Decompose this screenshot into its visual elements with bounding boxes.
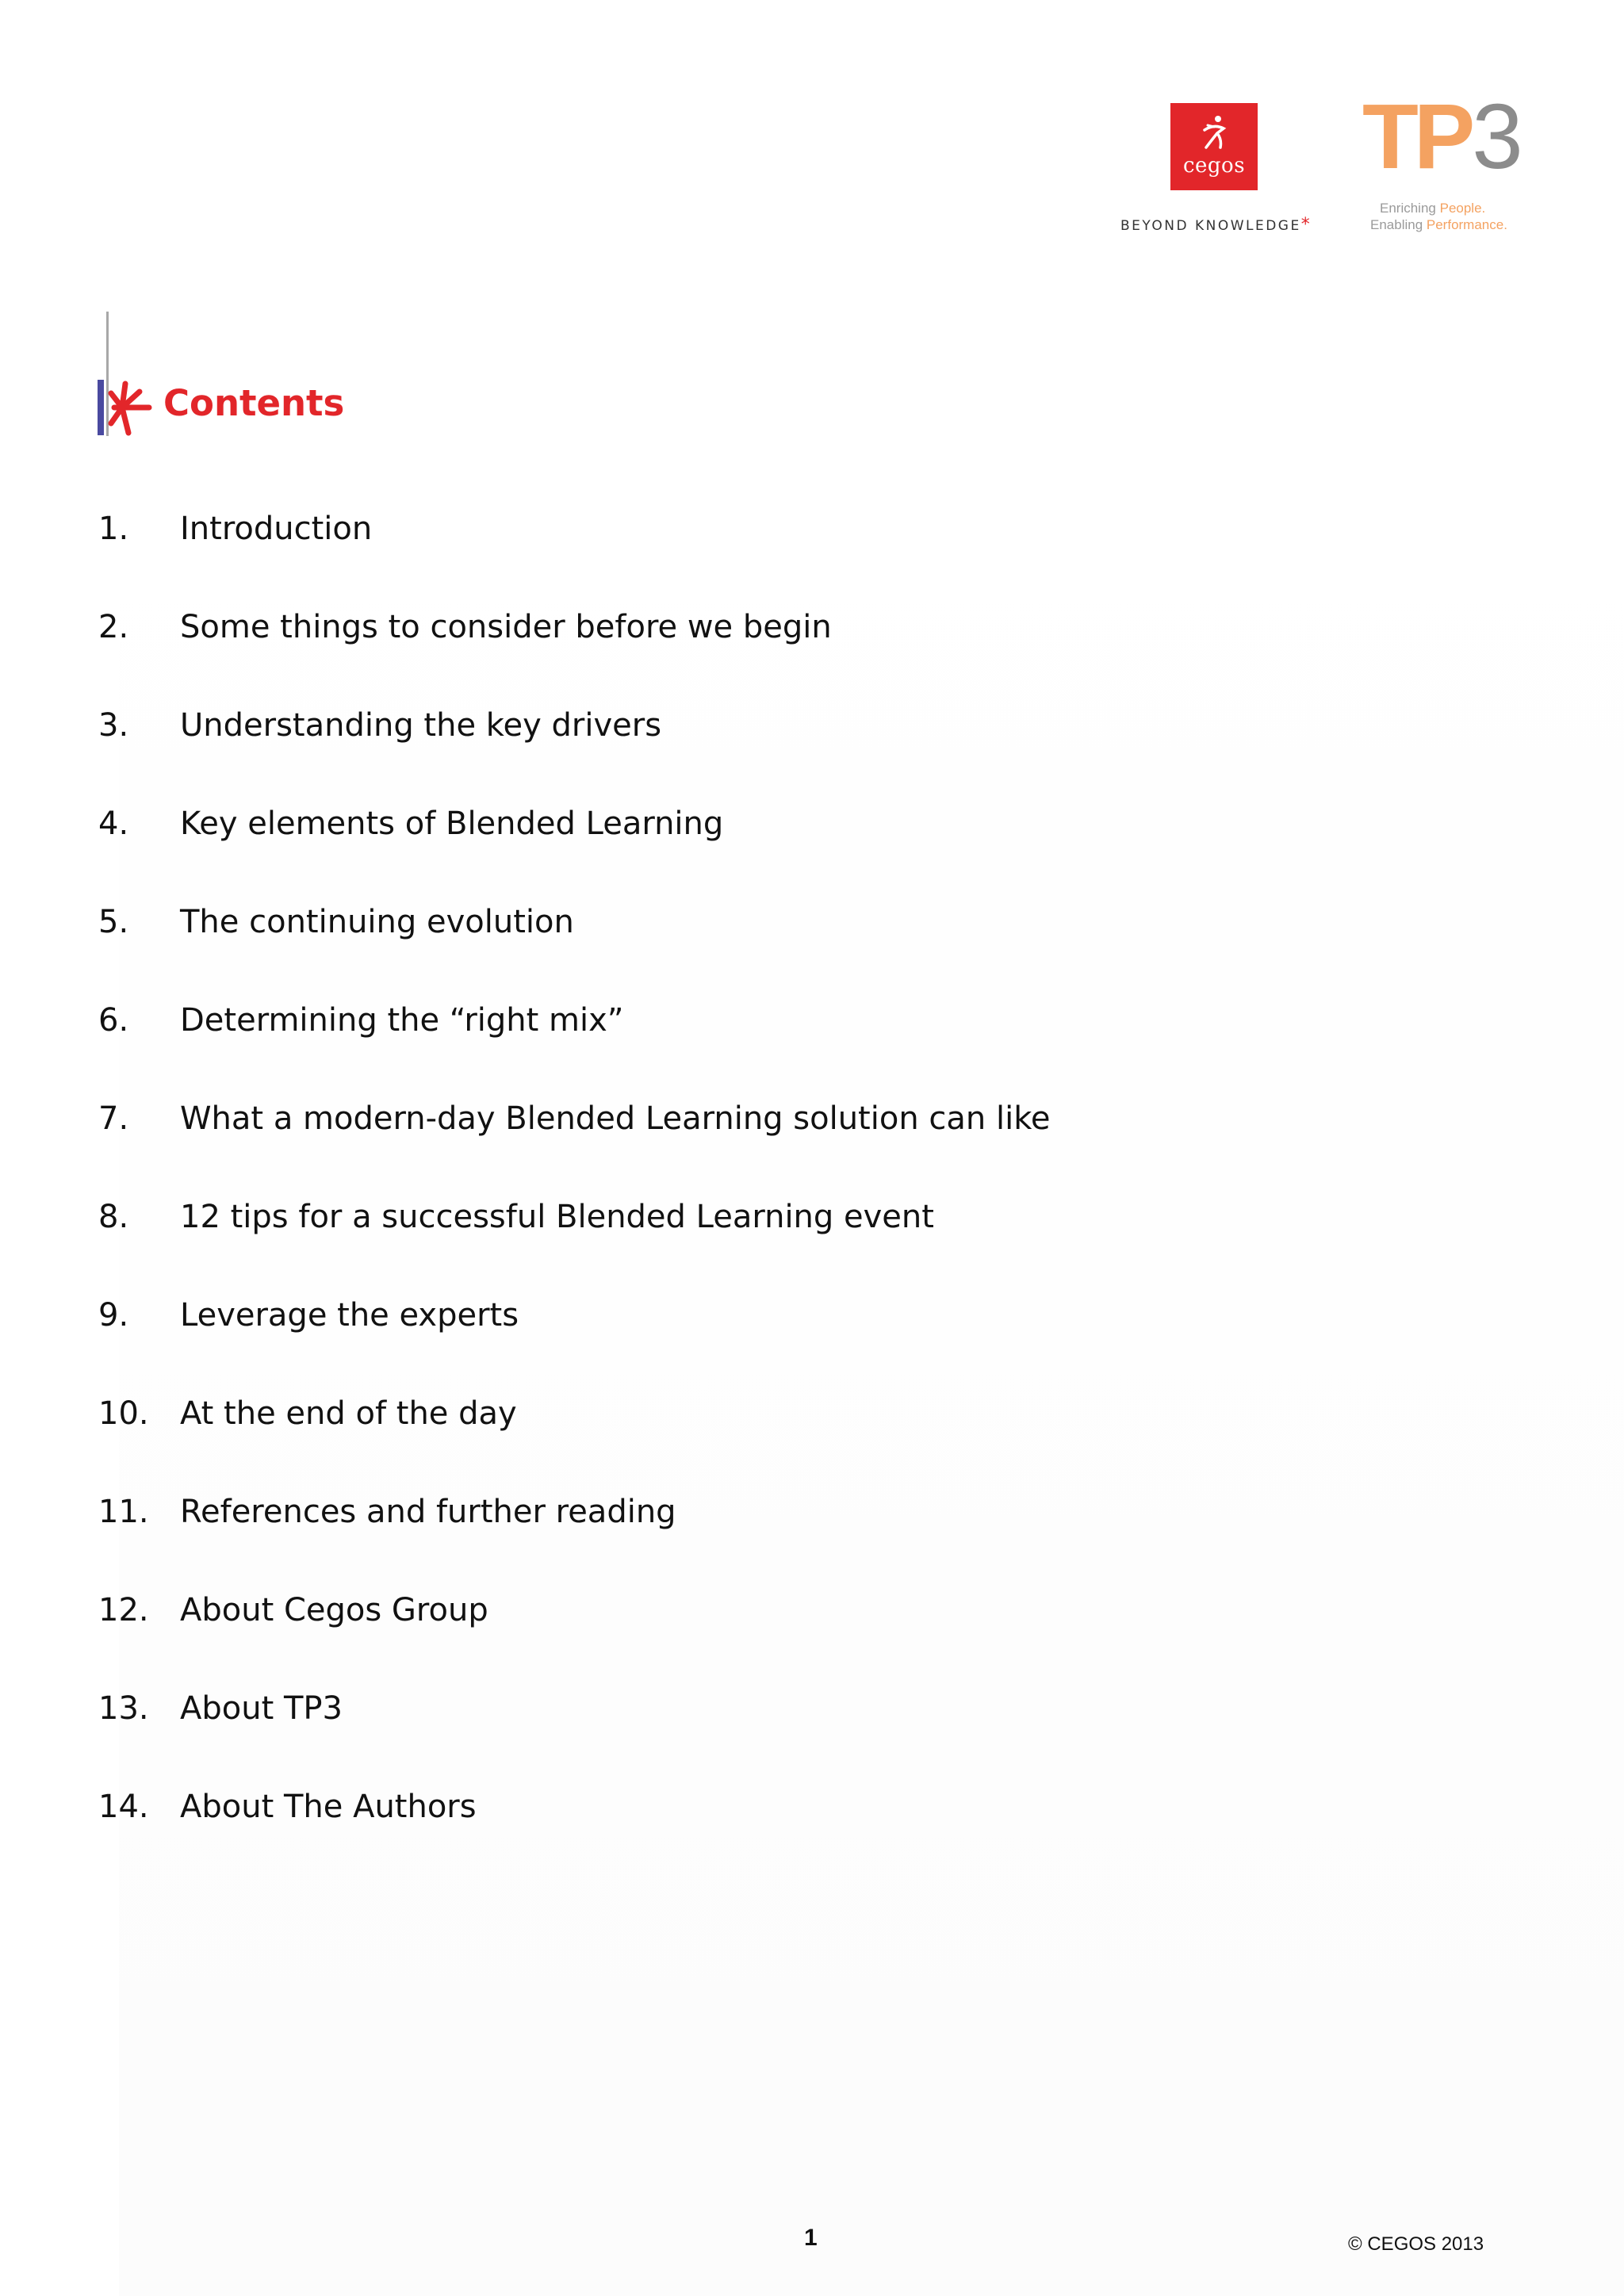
- cegos-tagline: [1120, 215, 1310, 235]
- toc-item[interactable]: [98, 894, 1288, 993]
- tp3-tagline-line2-b: Performance.: [1426, 217, 1507, 232]
- table-of-contents: [98, 501, 1288, 1877]
- toc-item[interactable]: [98, 1288, 1288, 1386]
- toc-item[interactable]: [98, 1582, 1288, 1681]
- cegos-figure-icon: [1200, 114, 1230, 151]
- toc-item-title: Key elements of Blended Learning: [180, 806, 724, 842]
- toc-item-title: Determining the “right mix”: [180, 1002, 624, 1039]
- cegos-asterisk: *: [1300, 215, 1310, 235]
- toc-item-number: 7.: [98, 1100, 129, 1137]
- toc-item[interactable]: [98, 1091, 1288, 1189]
- tp3-tagline-line2: [1370, 216, 1507, 233]
- cegos-logo: [1120, 101, 1311, 240]
- toc-item-title: Leverage the experts: [180, 1297, 519, 1334]
- toc-item-title: About TP3: [180, 1690, 343, 1727]
- toc-item-title: What a modern-day Blended Learning solution can like: [180, 1100, 1051, 1137]
- toc-item[interactable]: [98, 1681, 1288, 1779]
- tp3-tagline-line1: [1370, 200, 1507, 216]
- toc-item[interactable]: [98, 1386, 1288, 1484]
- toc-item-number: 2.: [98, 609, 129, 645]
- tp3-wordmark: [1362, 85, 1523, 188]
- toc-item-number: 5.: [98, 904, 129, 940]
- tp3-tagline-line2-a: Enabling: [1370, 217, 1427, 232]
- toc-item-number: 14.: [98, 1789, 149, 1825]
- toc-item-number: 8.: [98, 1199, 129, 1235]
- toc-item[interactable]: [98, 1189, 1288, 1288]
- toc-item-title: About Cegos Group: [180, 1592, 488, 1628]
- toc-item-title: The continuing evolution: [180, 904, 574, 940]
- cegos-wordmark: cegos: [1182, 154, 1246, 178]
- toc-item-number: 11.: [98, 1494, 149, 1530]
- toc-item[interactable]: [98, 1484, 1288, 1582]
- page-title: Contents: [163, 382, 345, 424]
- toc-item[interactable]: [98, 501, 1288, 599]
- toc-item-title: Some things to consider before we begin: [180, 609, 832, 645]
- toc-item[interactable]: [98, 993, 1288, 1091]
- toc-item[interactable]: [98, 796, 1288, 894]
- toc-item-number: 9.: [98, 1297, 129, 1334]
- toc-item-number: 12.: [98, 1592, 149, 1628]
- tp3-tagline-line1-a: Enriching: [1380, 201, 1440, 216]
- toc-item-title: About The Authors: [180, 1789, 477, 1825]
- toc-item-number: 10.: [98, 1395, 149, 1432]
- toc-item-title: Introduction: [180, 511, 373, 547]
- cegos-logo-box: [1170, 103, 1258, 190]
- tp3-tagline: [1370, 200, 1507, 233]
- toc-item[interactable]: [98, 599, 1288, 698]
- toc-item-number: 4.: [98, 806, 129, 842]
- toc-item-number: 1.: [98, 511, 129, 547]
- toc-item-number: 13.: [98, 1690, 149, 1727]
- tp3-wordmark-3: 3: [1472, 85, 1523, 188]
- page-number: 1: [804, 2225, 818, 2251]
- toc-item-title: References and further reading: [180, 1494, 676, 1530]
- toc-item-title: Understanding the key drivers: [180, 707, 662, 744]
- toc-item-title: At the end of the day: [180, 1395, 517, 1432]
- toc-item[interactable]: [98, 1779, 1288, 1877]
- toc-item-number: 3.: [98, 707, 129, 744]
- copyright-notice: © CEGOS 2013: [1348, 2233, 1484, 2255]
- toc-item[interactable]: [98, 698, 1288, 796]
- tp3-tagline-line1-b: People.: [1439, 201, 1486, 216]
- tp3-logo: [1362, 85, 1523, 240]
- tp3-wordmark-tp: TP: [1362, 85, 1471, 188]
- cegos-tagline-text: BEYOND KNOWLEDGE: [1120, 218, 1301, 234]
- cegos-asterisk-icon: [102, 377, 152, 438]
- toc-item-number: 6.: [98, 1002, 129, 1039]
- toc-item-title: 12 tips for a successful Blended Learning event: [180, 1199, 934, 1235]
